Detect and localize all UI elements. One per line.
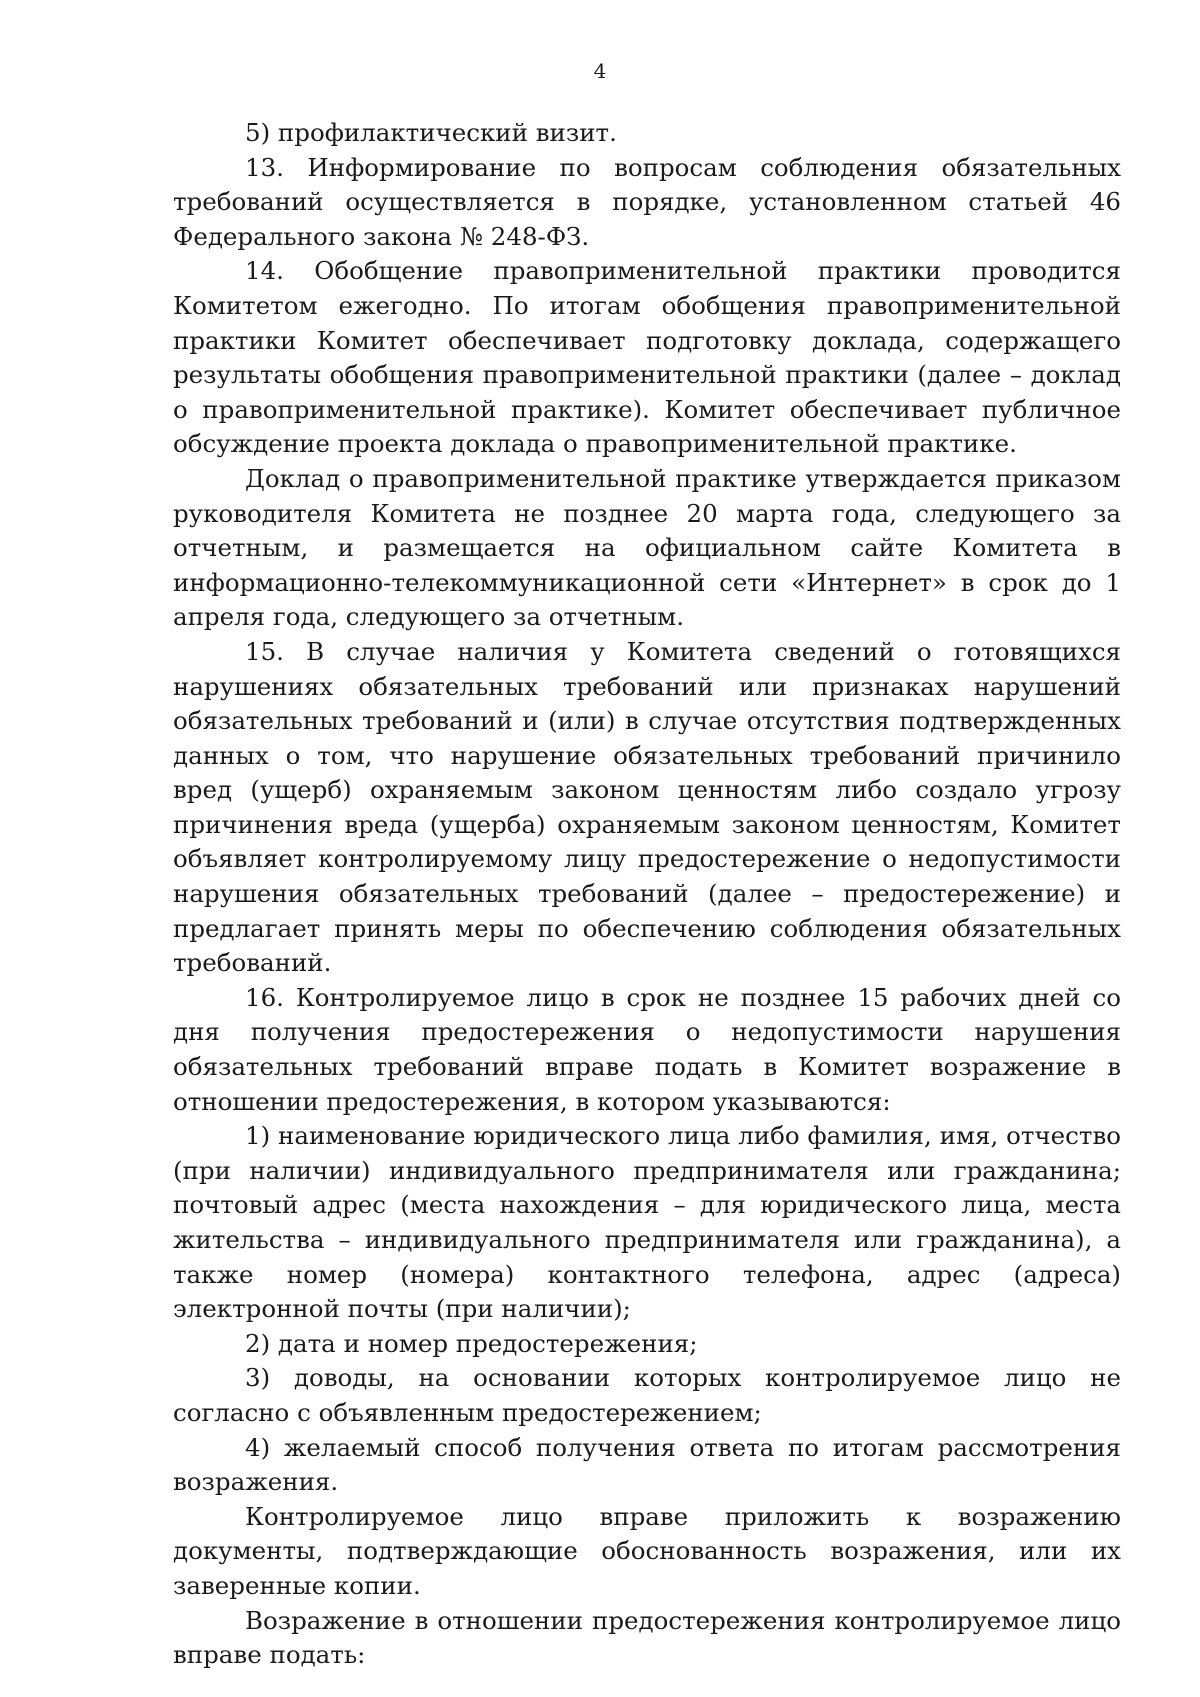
paragraph-16-item-4: 4) желаемый способ получения ответа по итогам рассмотрения возражения.: [173, 1432, 1121, 1497]
page-number: 4: [593, 59, 607, 83]
paragraph-16-item-1: 1) наименование юридического лица либо фамилия, имя, отчество (при наличии) индивидуального предпринимателя или гражданина; почтовый адрес (места нахождения – для юридического лица, места жительства – индивидуального предпринимателя или гражданина), а также номер (номера) контактного телефона, адрес (адреса) электронной почты (при наличии);: [173, 1121, 1121, 1324]
paragraph-item-5: 5) профилактический визит.: [245, 118, 617, 147]
paragraph-16-item-2: 2) дата и номер предостережения;: [245, 1328, 698, 1358]
paragraph-15: 15. В случае наличия у Комитета сведений о готовящихся нарушениях обязательных требований или признаках нарушений обязательных требований и (или) в случае отсутствия подтвержденных данных о том, что нарушение обязательных требований причинило вред (ущерб) охраняемым законом ценностям либо создало угрозу причинения вреда (ущерба) охраняемым законом ценностям, Комитет объявляет контролируемому лицу предостережение о недопустимости нарушения обязательных требований (далее – предостережение) и предлагает принять меры по обеспечению соблюдения обязательных требований.: [173, 636, 1121, 978]
paragraph-16: 16. Контролируемое лицо в срок не позднее 15 рабочих дней со дня получения предостережения о недопустимости нарушения обязательных требований вправе подать в Комитет возражение в отношении предостережения, в котором указываются:: [173, 982, 1121, 1116]
paragraph-attachments: Контролируемое лицо вправе приложить к возражению документы, подтверждающие обоснованность возражения, или их заверенные копии.: [173, 1501, 1121, 1600]
paragraph-submission: Возражение в отношении предостережения контролируемое лицо вправе подать:: [173, 1605, 1121, 1670]
paragraph-14: 14. Обобщение правоприменительной практики проводится Комитетом ежегодно. По итогам обобщения правоприменительной практики Комитет обеспечивает подготовку доклада, содержащего результаты обобщения правоприменительной практики (далее – доклад о правоприменительной практике). Комитет обеспечивает публичное обсуждение проекта доклада о правоприменительной практике.: [173, 256, 1121, 459]
paragraph-16-item-3: 3) доводы, на основании которых контролируемое лицо не согласно с объявленным предостережением;: [173, 1363, 1121, 1427]
paragraph-13: 13. Информирование по вопросам соблюдения обязательных требований осуществляется в порядке, установленном статьей 46 Федерального закона № 248-ФЗ.: [173, 152, 1121, 251]
paragraph-14-report: Доклад о правоприменительной практике утверждается приказом руководителя Комитета не позднее 20 марта года, следующего за отчетным, и размещается на официальном сайте Комитета в информационно-телекоммуникационной сети «Интернет» в срок до 1 апреля года, следующего за отчетным.: [173, 463, 1121, 632]
document-body: [173, 116, 1121, 1673]
